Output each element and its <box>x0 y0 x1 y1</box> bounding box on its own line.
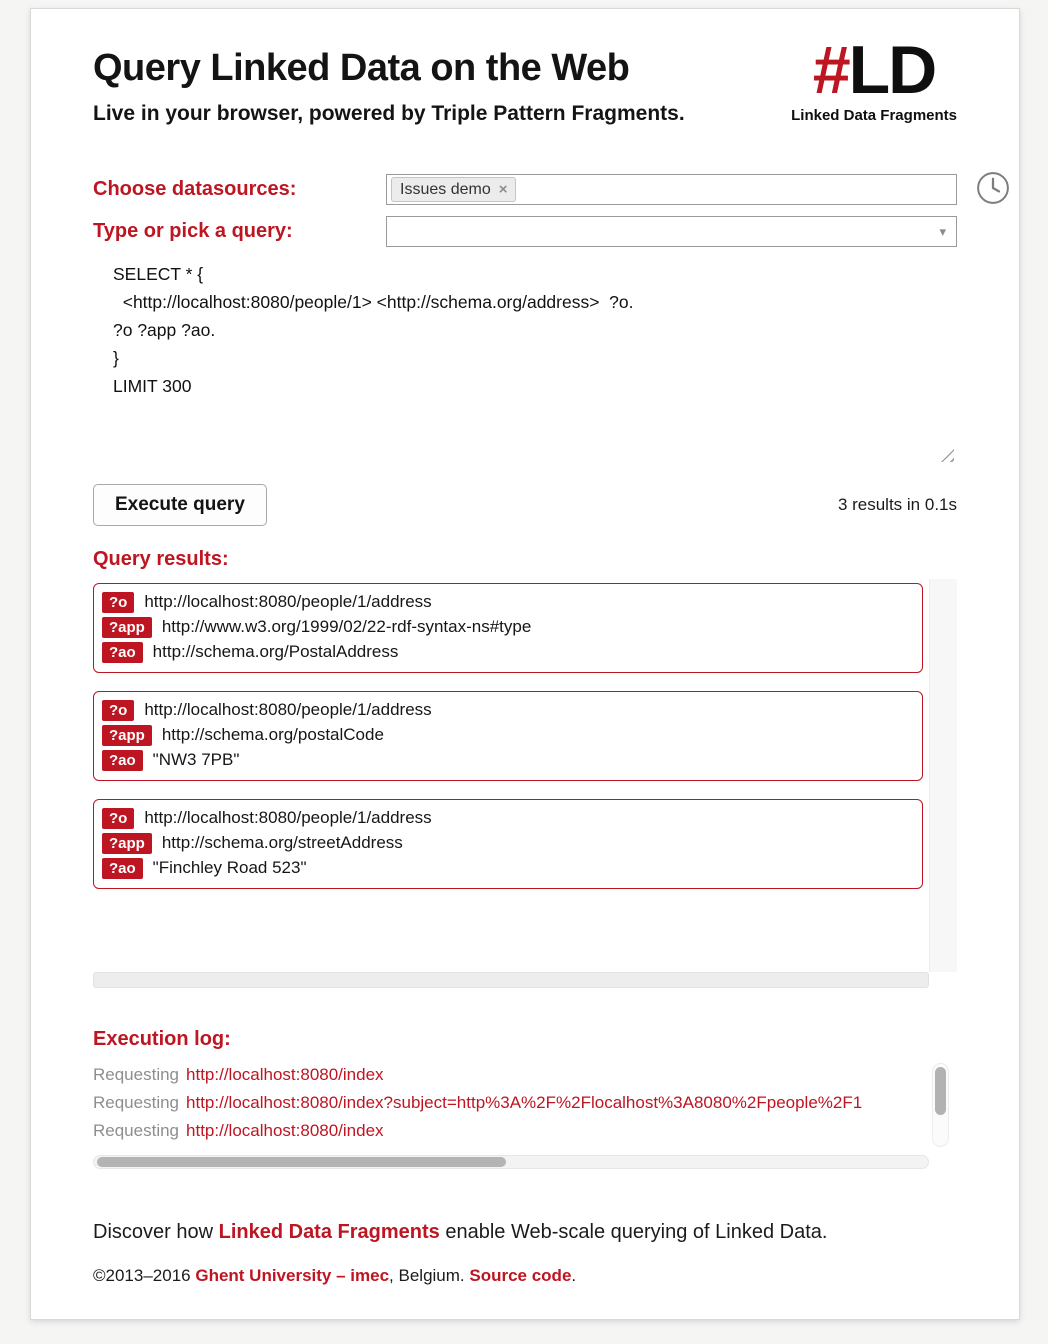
result-value: http://localhost:8080/people/1/address <box>144 592 432 611</box>
result-value: "Finchley Road 523" <box>152 858 307 877</box>
ldf-client-page <box>30 8 1020 1320</box>
copyright-text-mid: , Belgium. <box>389 1266 470 1285</box>
page-title: Query Linked Data on the Web <box>93 47 630 89</box>
log-vertical-scrollbar-thumb[interactable] <box>935 1067 946 1115</box>
result-row <box>102 723 914 747</box>
log-prefix: Requesting <box>93 1093 180 1112</box>
imec-link[interactable]: imec <box>350 1266 390 1285</box>
query-editor <box>109 258 957 470</box>
results-heading: Query results: <box>93 548 229 570</box>
result-card <box>93 799 923 889</box>
source-code-link[interactable]: Source code <box>469 1266 572 1285</box>
result-value: "NW3 7PB" <box>152 750 240 769</box>
variable-badge: ?o <box>102 592 134 613</box>
copyright-line <box>93 1266 957 1286</box>
result-card <box>93 691 923 781</box>
discover-line <box>93 1221 957 1244</box>
log-prefix: Requesting <box>93 1121 180 1140</box>
result-row <box>102 615 914 639</box>
log-vertical-scrollbar[interactable] <box>932 1063 949 1147</box>
execute-query-button[interactable]: Execute query <box>93 484 267 526</box>
query-select[interactable] <box>386 216 957 247</box>
logo-ld: LD <box>848 32 936 108</box>
page-subtitle: Live in your browser, powered by Triple Pattern Fragments. <box>93 102 685 125</box>
result-value: http://localhost:8080/people/1/address <box>144 700 432 719</box>
copyright-text-pre: ©2013–2016 <box>93 1266 196 1285</box>
datasources-row <box>93 174 957 205</box>
results-status: 3 results in 0.1s <box>837 495 957 514</box>
result-value: http://schema.org/PostalAddress <box>152 642 399 661</box>
query-history-button[interactable] <box>975 171 1011 207</box>
result-row <box>102 590 914 614</box>
ldf-logo <box>791 32 957 124</box>
variable-badge: ?o <box>102 808 134 829</box>
log-entry <box>93 1061 917 1089</box>
log-url-link[interactable]: http://localhost:8080/index?subject=http%3A%2F%2Flocalhost%3A8080%2Fpeople%2F1 <box>186 1093 863 1112</box>
log-entry <box>93 1117 917 1145</box>
log-entry <box>93 1089 917 1117</box>
log-url-link[interactable]: http://localhost:8080/index <box>186 1121 384 1140</box>
result-row <box>102 748 914 772</box>
logo-caption: Linked Data Fragments <box>791 106 957 124</box>
query-pick-row <box>93 216 957 247</box>
result-value: http://schema.org/streetAddress <box>161 833 403 852</box>
query-pick-label: Type or pick a query: <box>93 220 293 242</box>
log-url-link[interactable]: http://localhost:8080/index <box>186 1065 384 1084</box>
variable-badge: ?ao <box>102 750 143 771</box>
execution-log-heading: Execution log: <box>93 1028 231 1050</box>
result-value: http://localhost:8080/people/1/address <box>144 808 432 827</box>
datasource-input[interactable] <box>386 174 957 205</box>
results-list <box>93 579 957 972</box>
result-row <box>102 698 914 722</box>
log-prefix: Requesting <box>93 1065 180 1084</box>
result-row <box>102 806 914 830</box>
execute-row <box>93 484 957 526</box>
clock-icon <box>976 193 1010 208</box>
logo-hash: # <box>812 32 849 108</box>
titles <box>93 39 685 126</box>
result-value: http://schema.org/postalCode <box>161 725 384 744</box>
datasource-tag <box>391 177 516 202</box>
discover-text-pre: Discover how <box>93 1221 219 1243</box>
copyright-separator: – <box>331 1266 351 1285</box>
query-textarea[interactable] <box>109 258 957 470</box>
discover-text-post: enable Web-scale querying of Linked Data. <box>439 1221 828 1243</box>
variable-badge: ?app <box>102 833 152 854</box>
variable-badge: ?ao <box>102 858 143 879</box>
variable-badge: ?app <box>102 725 152 746</box>
execution-log <box>93 1061 957 1149</box>
datasource-tag-label: Issues demo <box>400 181 491 198</box>
ghent-university-link[interactable]: Ghent University <box>195 1266 332 1285</box>
result-row <box>102 856 914 880</box>
header <box>93 32 957 126</box>
query-pick-control <box>386 216 957 247</box>
result-row <box>102 640 914 664</box>
datasources-label: Choose datasources: <box>93 178 297 200</box>
log-horizontal-scrollbar-thumb[interactable] <box>97 1157 506 1167</box>
tag-remove-icon[interactable]: × <box>498 181 508 198</box>
result-value: http://www.w3.org/1999/02/22-rdf-syntax-ns#type <box>161 617 532 636</box>
linked-data-fragments-link[interactable]: Linked Data Fragments <box>218 1221 440 1243</box>
results-vertical-scrollbar[interactable] <box>929 579 957 972</box>
results-horizontal-scrollbar[interactable] <box>93 972 929 988</box>
copyright-text-end: . <box>571 1266 577 1285</box>
variable-badge: ?ao <box>102 642 143 663</box>
logo-text <box>791 32 957 108</box>
result-row <box>102 831 914 855</box>
result-card <box>93 583 923 673</box>
log-horizontal-scrollbar[interactable] <box>93 1155 929 1169</box>
datasources-control <box>386 174 957 205</box>
variable-badge: ?app <box>102 617 152 638</box>
chevron-down-icon: ▾ <box>939 224 946 239</box>
variable-badge: ?o <box>102 700 134 721</box>
